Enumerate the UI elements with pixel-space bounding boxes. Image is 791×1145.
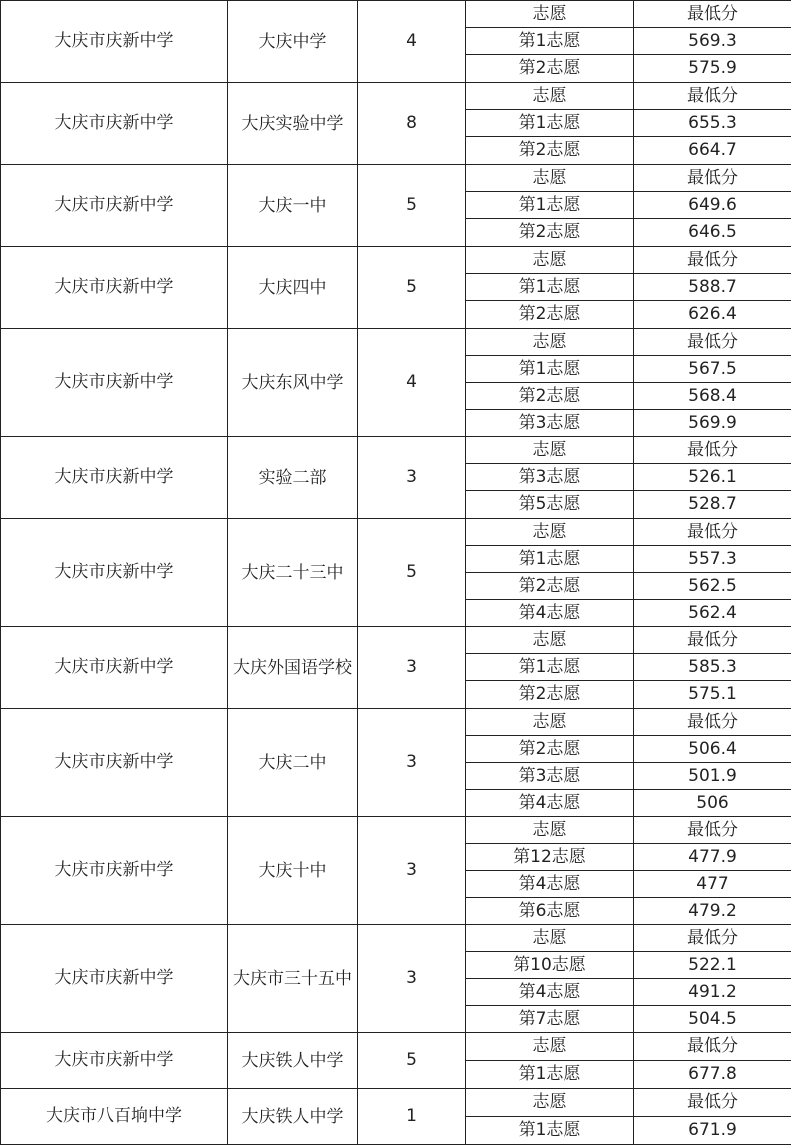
min-score-cell: 477.9 bbox=[634, 844, 791, 871]
school-cell: 大庆市庆新中学 bbox=[1, 519, 228, 627]
quota-cell: 3 bbox=[358, 817, 466, 925]
choice-cell: 第3志愿 bbox=[466, 763, 634, 790]
min-score-cell: 567.5 bbox=[634, 356, 791, 383]
min-score-cell: 646.5 bbox=[634, 219, 791, 247]
choice-cell: 第1志愿 bbox=[466, 356, 634, 383]
school-cell: 大庆市八百垧中学 bbox=[1, 1089, 228, 1145]
min-score-cell: 491.2 bbox=[634, 979, 791, 1006]
min-score-cell: 655.3 bbox=[634, 110, 791, 137]
table-row bbox=[1, 329, 791, 356]
table-row bbox=[1, 627, 791, 654]
choice-header-cell: 志愿 bbox=[466, 709, 634, 736]
quota-cell: 8 bbox=[358, 83, 466, 165]
choice-cell: 第3志愿 bbox=[466, 410, 634, 437]
quota-cell: 5 bbox=[358, 1033, 466, 1089]
choice-cell: 第1志愿 bbox=[466, 654, 634, 681]
target-school-cell: 大庆十中 bbox=[228, 817, 358, 925]
min-score-cell: 477 bbox=[634, 871, 791, 898]
min-score-header-cell: 最低分 bbox=[634, 437, 791, 464]
min-score-cell: 562.4 bbox=[634, 600, 791, 627]
table-row bbox=[1, 925, 791, 952]
choice-header-cell: 志愿 bbox=[466, 247, 634, 274]
table-row bbox=[1, 519, 791, 546]
min-score-cell: 585.3 bbox=[634, 654, 791, 681]
choice-cell: 第1志愿 bbox=[466, 28, 634, 55]
choice-header-cell: 志愿 bbox=[466, 165, 634, 192]
quota-cell: 1 bbox=[358, 1089, 466, 1145]
table-row bbox=[1, 165, 791, 192]
choice-cell: 第1志愿 bbox=[466, 274, 634, 301]
school-cell: 大庆市庆新中学 bbox=[1, 925, 228, 1033]
min-score-header-cell: 最低分 bbox=[634, 1033, 791, 1061]
target-school-cell: 大庆东风中学 bbox=[228, 329, 358, 437]
min-score-cell: 626.4 bbox=[634, 301, 791, 329]
choice-cell: 第2志愿 bbox=[466, 219, 634, 247]
choice-cell: 第7志愿 bbox=[466, 1006, 634, 1033]
table-row bbox=[1, 1, 791, 28]
choice-header-cell: 志愿 bbox=[466, 817, 634, 844]
choice-cell: 第2志愿 bbox=[466, 137, 634, 165]
choice-header-cell: 志愿 bbox=[466, 329, 634, 356]
school-cell: 大庆市庆新中学 bbox=[1, 1, 228, 83]
choice-cell: 第2志愿 bbox=[466, 383, 634, 410]
choice-cell: 第4志愿 bbox=[466, 979, 634, 1006]
min-score-cell: 557.3 bbox=[634, 546, 791, 573]
table-row bbox=[1, 1033, 791, 1061]
table-row bbox=[1, 247, 791, 274]
min-score-header-cell: 最低分 bbox=[634, 709, 791, 736]
choice-header-cell: 志愿 bbox=[466, 1089, 634, 1117]
school-cell: 大庆市庆新中学 bbox=[1, 247, 228, 329]
choice-header-cell: 志愿 bbox=[466, 519, 634, 546]
choice-cell: 第6志愿 bbox=[466, 898, 634, 925]
table-row bbox=[1, 83, 791, 110]
target-school-cell: 大庆中学 bbox=[228, 1, 358, 83]
min-score-header-cell: 最低分 bbox=[634, 817, 791, 844]
quota-cell: 3 bbox=[358, 627, 466, 709]
school-cell: 大庆市庆新中学 bbox=[1, 437, 228, 519]
choice-header-cell: 志愿 bbox=[466, 437, 634, 464]
min-score-cell: 479.2 bbox=[634, 898, 791, 925]
quota-cell: 5 bbox=[358, 519, 466, 627]
choice-cell: 第4志愿 bbox=[466, 790, 634, 817]
min-score-header-cell: 最低分 bbox=[634, 627, 791, 654]
min-score-cell: 569.9 bbox=[634, 410, 791, 437]
min-score-cell: 677.8 bbox=[634, 1061, 791, 1089]
min-score-cell: 569.3 bbox=[634, 28, 791, 55]
min-score-cell: 575.1 bbox=[634, 681, 791, 709]
table-row bbox=[1, 1089, 791, 1117]
choice-header-cell: 志愿 bbox=[466, 627, 634, 654]
choice-cell: 第1志愿 bbox=[466, 546, 634, 573]
choice-cell: 第4志愿 bbox=[466, 600, 634, 627]
target-school-cell: 大庆市三十五中 bbox=[228, 925, 358, 1033]
min-score-cell: 501.9 bbox=[634, 763, 791, 790]
table-row bbox=[1, 437, 791, 464]
quota-cell: 4 bbox=[358, 1, 466, 83]
choice-cell: 第12志愿 bbox=[466, 844, 634, 871]
choice-header-cell: 志愿 bbox=[466, 1, 634, 28]
school-cell: 大庆市庆新中学 bbox=[1, 83, 228, 165]
choice-cell: 第2志愿 bbox=[466, 55, 634, 83]
school-cell: 大庆市庆新中学 bbox=[1, 329, 228, 437]
target-school-cell: 大庆铁人中学 bbox=[228, 1089, 358, 1145]
choice-cell: 第1志愿 bbox=[466, 110, 634, 137]
choice-cell: 第1志愿 bbox=[466, 1061, 634, 1089]
school-cell: 大庆市庆新中学 bbox=[1, 627, 228, 709]
target-school-cell: 大庆四中 bbox=[228, 247, 358, 329]
school-cell: 大庆市庆新中学 bbox=[1, 709, 228, 817]
choice-header-cell: 志愿 bbox=[466, 925, 634, 952]
target-school-cell: 大庆外国语学校 bbox=[228, 627, 358, 709]
choice-cell: 第2志愿 bbox=[466, 681, 634, 709]
school-cell: 大庆市庆新中学 bbox=[1, 165, 228, 247]
min-score-cell: 506.4 bbox=[634, 736, 791, 763]
min-score-header-cell: 最低分 bbox=[634, 247, 791, 274]
choice-cell: 第2志愿 bbox=[466, 301, 634, 329]
choice-cell: 第2志愿 bbox=[466, 573, 634, 600]
choice-cell: 第3志愿 bbox=[466, 464, 634, 491]
min-score-header-cell: 最低分 bbox=[634, 1089, 791, 1117]
min-score-header-cell: 最低分 bbox=[634, 83, 791, 110]
choice-cell: 第1志愿 bbox=[466, 1117, 634, 1145]
min-score-cell: 526.1 bbox=[634, 464, 791, 491]
target-school-cell: 大庆铁人中学 bbox=[228, 1033, 358, 1089]
min-score-cell: 562.5 bbox=[634, 573, 791, 600]
choice-cell: 第4志愿 bbox=[466, 871, 634, 898]
target-school-cell: 实验二部 bbox=[228, 437, 358, 519]
target-school-cell: 大庆二中 bbox=[228, 709, 358, 817]
min-score-cell: 568.4 bbox=[634, 383, 791, 410]
min-score-cell: 504.5 bbox=[634, 1006, 791, 1033]
quota-cell: 4 bbox=[358, 329, 466, 437]
min-score-cell: 664.7 bbox=[634, 137, 791, 165]
school-cell: 大庆市庆新中学 bbox=[1, 817, 228, 925]
table-row bbox=[1, 709, 791, 736]
min-score-header-cell: 最低分 bbox=[634, 329, 791, 356]
min-score-cell: 588.7 bbox=[634, 274, 791, 301]
min-score-header-cell: 最低分 bbox=[634, 925, 791, 952]
school-cell: 大庆市庆新中学 bbox=[1, 1033, 228, 1089]
min-score-cell: 522.1 bbox=[634, 952, 791, 979]
choice-cell: 第5志愿 bbox=[466, 491, 634, 519]
choice-cell: 第10志愿 bbox=[466, 952, 634, 979]
min-score-header-cell: 最低分 bbox=[634, 165, 791, 192]
table-row bbox=[1, 817, 791, 844]
min-score-cell: 528.7 bbox=[634, 491, 791, 519]
target-school-cell: 大庆二十三中 bbox=[228, 519, 358, 627]
min-score-cell: 671.9 bbox=[634, 1117, 791, 1145]
choice-header-cell: 志愿 bbox=[466, 83, 634, 110]
quota-cell: 3 bbox=[358, 437, 466, 519]
quota-cell: 5 bbox=[358, 165, 466, 247]
quota-cell: 5 bbox=[358, 247, 466, 329]
min-score-cell: 649.6 bbox=[634, 192, 791, 219]
quota-cell: 3 bbox=[358, 925, 466, 1033]
target-school-cell: 大庆实验中学 bbox=[228, 83, 358, 165]
min-score-header-cell: 最低分 bbox=[634, 1, 791, 28]
min-score-cell: 506 bbox=[634, 790, 791, 817]
min-score-cell: 575.9 bbox=[634, 55, 791, 83]
target-school-cell: 大庆一中 bbox=[228, 165, 358, 247]
quota-cell: 3 bbox=[358, 709, 466, 817]
choice-cell: 第1志愿 bbox=[466, 192, 634, 219]
choice-header-cell: 志愿 bbox=[466, 1033, 634, 1061]
min-score-header-cell: 最低分 bbox=[634, 519, 791, 546]
choice-cell: 第2志愿 bbox=[466, 736, 634, 763]
